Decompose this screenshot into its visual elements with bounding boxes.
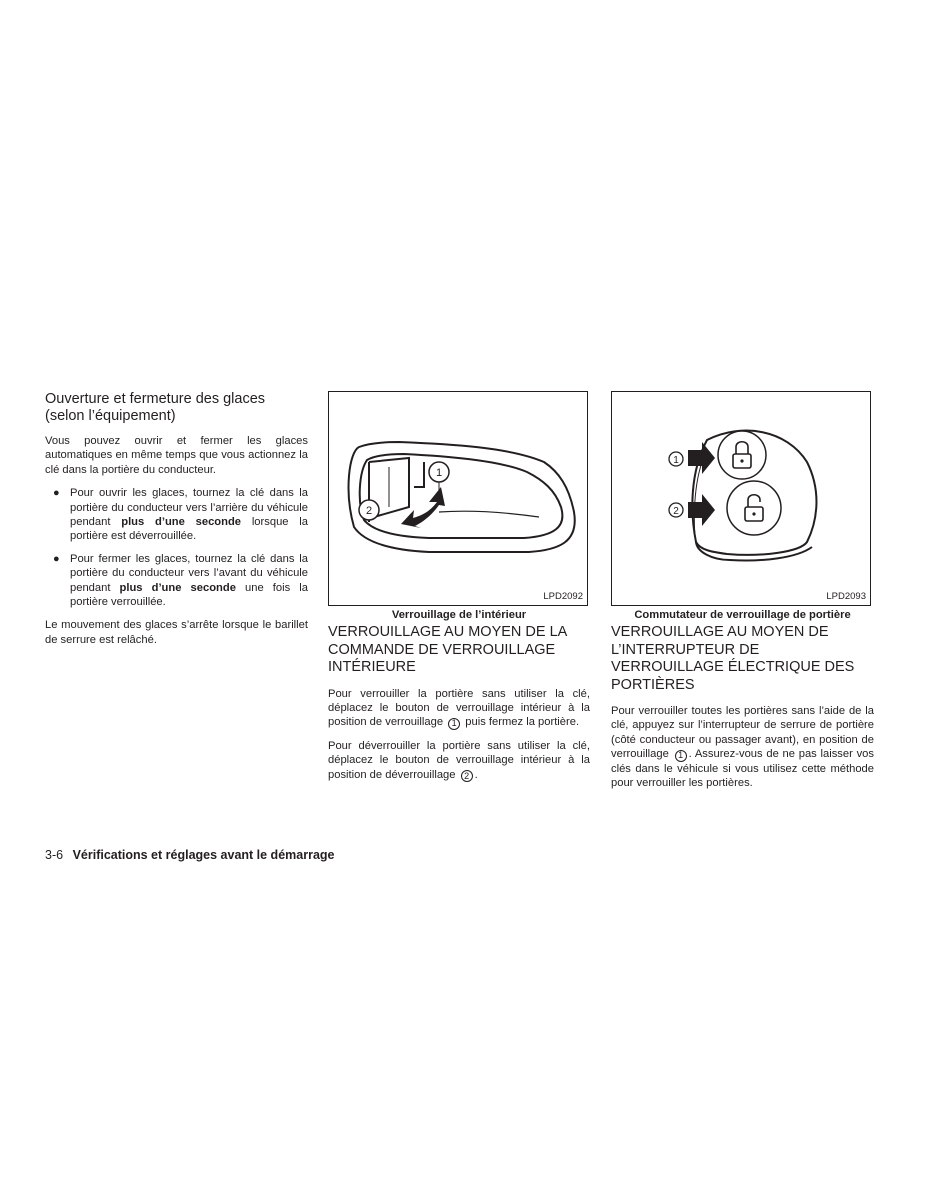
bullet-dot-icon: ● [53, 487, 60, 500]
interior-lock-illustration [329, 392, 587, 605]
power-lock-switch-illustration [612, 392, 873, 605]
section-heading-power-lock: VERROUILLAGE AU MOYEN DE L’INTERRUPTEUR DE VERROUILLAGE ÉLECTRIQUE DES PORTIÈRES [611, 624, 855, 693]
column-power-lock [611, 391, 874, 800]
paragraph-lock: Pour verrouiller la portière sans utiliser la clé, déplacez le bouton de verrouillage intérieur à la position de verrouillage 1 puis fermez la portière. [328, 687, 590, 729]
bullet-dot-icon: ● [53, 552, 60, 565]
emphasis-text: plus d’une seconde [121, 516, 242, 529]
figure-marker-1: 1 [673, 455, 679, 466]
bullet-list [45, 486, 308, 609]
emphasis-text: plus d’une seconde [119, 581, 236, 594]
section-heading-interior-lock: VERROUILLAGE AU MOYEN DE LA COMMANDE DE VERROUILLAGE INTÉRIEURE [328, 624, 567, 675]
figure-code: LPD2093 [826, 591, 866, 602]
page-footer [45, 848, 334, 862]
circled-number-2: 2 [461, 770, 473, 782]
figure-marker-1: 1 [435, 467, 443, 479]
figure-caption: Verrouillage de l’intérieur [391, 609, 527, 621]
figure-marker-2: 2 [673, 506, 679, 517]
paragraph-unlock: Pour déverrouiller la portière sans utiliser la clé, déplacez le bouton de verrouillage intérieur à la position de déverrouillage 2 . [328, 739, 590, 781]
bullet-item-close: ● Pour fermer les glaces, tournez la clé dans la portière du conducteur vers l’avant du véhicule pendant plus d’une seconde une fois la portière verrouillée. [53, 552, 308, 609]
figure-marker-2: 2 [365, 505, 373, 517]
chapter-title: Vérifications et réglages avant le démarrage [72, 848, 335, 862]
figure-code: LPD2092 [543, 591, 583, 602]
section-heading-windows: Ouverture et fermeture des glaces (selon l’équipement) [45, 391, 266, 424]
paragraph-power-lock: Pour verrouiller toutes les portières sans l’aide de la clé, appuyez sur l’interrupteur de serrure de portière (côté conducteur ou passager avant), en position de verrouillage 1 . Assurez-vous de ne pas laisser vos clés dans le véhicule si vous utilisez cette méthode pour verrouiller les portières. [611, 705, 874, 790]
circled-number-1: 1 [448, 718, 460, 730]
page-number: 3-6 [45, 848, 64, 862]
figure-interior-lock [328, 391, 588, 606]
intro-paragraph: Vous pouvez ouvrir et fermer les glaces automatiques en même temps que vous actionnez la clé dans la portière du conducteur. [45, 435, 308, 476]
bullet-item-open: ● Pour ouvrir les glaces, tournez la clé dans la portière du conducteur vers l’arrière du véhicule pendant plus d’une seconde lorsque la portière est déverrouillée. [53, 487, 308, 543]
circled-number-1: 1 [675, 750, 687, 762]
closing-paragraph: Le mouvement des glaces s’arrête lorsque le barillet de serrure est relâché. [45, 619, 308, 646]
column-interior-lock [328, 391, 590, 791]
figure-caption: Commutateur de verrouillage de portière [634, 609, 851, 621]
figure-power-lock [611, 391, 871, 606]
column-windows [45, 391, 308, 656]
